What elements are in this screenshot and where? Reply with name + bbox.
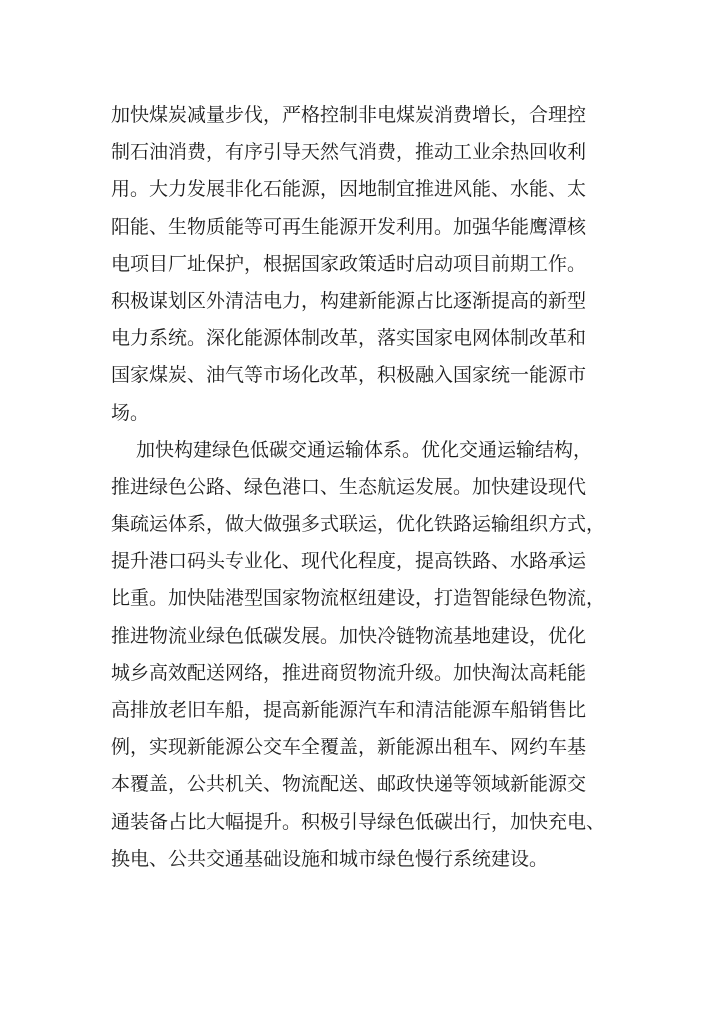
text-line: 通装备占比大幅提升。积极引导绿色低碳出行，加快充电、 — [111, 810, 606, 833]
text-line: 推进绿色公路、绿色港口、生态航运发展。加快建设现代 — [111, 475, 587, 498]
text-line: 集疏运体系，做大做强多式联运，优化铁路运输组织方式， — [111, 513, 606, 536]
text-line: 制石油消费，有序引导天然气消费，推动工业余热回收利 — [111, 141, 587, 164]
text-line: 换电、公共交通基础设施和城市绿色慢行系统建设。 — [111, 847, 549, 870]
text-line: 加快构建绿色低碳交通运输体系。优化交通运输结构， — [136, 438, 593, 461]
text-line: 本覆盖，公共机关、物流配送、邮政快递等领域新能源交 — [111, 773, 587, 796]
document-body — [111, 97, 621, 878]
text-line: 国家煤炭、油气等市场化改革，积极融入国家统一能源市 — [111, 364, 587, 387]
text-line: 推进物流业绿色低碳发展。加快冷链物流基地建设，优化 — [111, 624, 587, 647]
text-line: 电项目厂址保护，根据国家政策适时启动项目前期工作。 — [111, 252, 587, 275]
paragraph-energy — [111, 97, 621, 432]
text-line: 城乡高效配送网络，推进商贸物流升级。加快淘汰高耗能 — [111, 661, 587, 684]
text-line: 高排放老旧车船，提高新能源汽车和清洁能源车船销售比 — [111, 699, 587, 721]
text-line: 加快煤炭减量步伐，严格控制非电煤炭消费增长，合理控 — [111, 104, 587, 126]
text-line: 电力系统。深化能源体制改革，落实国家电网体制改革和 — [111, 327, 587, 350]
text-line: 用。大力发展非化石能源，因地制宜推进风能、水能、太 — [111, 178, 587, 201]
paragraph-transport — [111, 432, 621, 878]
text-line: 提升港口码头专业化、现代化程度，提高铁路、水路承运 — [111, 550, 587, 573]
text-line: 积极谋划区外清洁电力，构建新能源占比逐渐提高的新型 — [111, 289, 587, 312]
text-line: 阳能、生物质能等可再生能源开发利用。加强华能鹰潭核 — [111, 215, 587, 238]
text-line: 比重。加快陆港型国家物流枢纽建设，打造智能绿色物流， — [111, 587, 606, 610]
text-line: 场。 — [111, 401, 150, 424]
text-line: 例，实现新能源公交车全覆盖，新能源出租车、网约车基 — [111, 736, 587, 759]
